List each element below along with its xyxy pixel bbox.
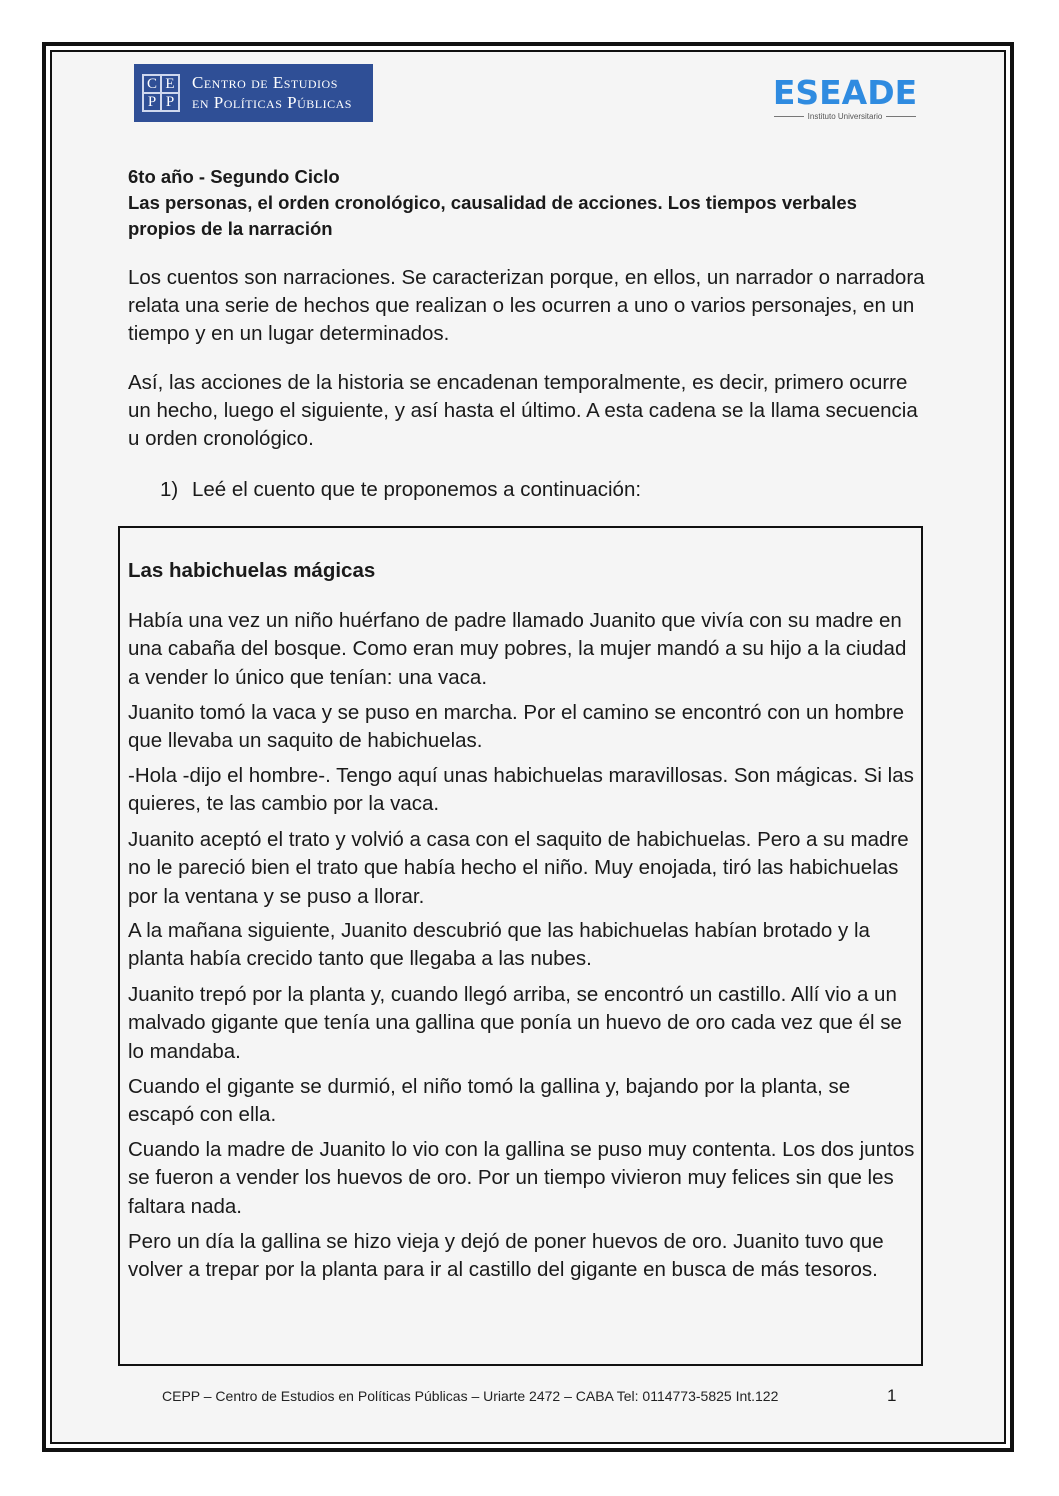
intro-paragraph: Así, las acciones de la historia se encadenan temporalmente, es decir, primero ocurre un hecho, luego el siguiente, y así hasta el último. A esta cadena se la llama secuencia u orden cronológico. — [128, 371, 918, 450]
story-paragraph: Cuando el gigante se durmió, el niño tomó la gallina y, bajando por la planta, se escapó con ella. — [128, 1075, 851, 1127]
divider — [886, 116, 916, 117]
story-paragraph: A la mañana siguiente, Juanito descubrió que las habichuelas habían brotado y la planta había crecido tanto que llegaba a las nubes. — [128, 919, 870, 971]
story-paragraph: Juanito aceptó el trato y volvió a casa con el saquito de habichuelas. Pero a su madre no le pareció bien el trato que había hecho el niño. Muy enojada, tiró las habichuelas por la ventana y se puso a llorar. — [128, 828, 909, 908]
eseade-subtitle: Instituto Universitario — [807, 112, 883, 121]
eseade-subtitle-row — [766, 112, 924, 121]
instruction — [160, 476, 641, 504]
story-paragraph: Juanito trepó por la planta y, cuando llegó arriba, se encontró un castillo. Allí vio a un malvado gigante que tenía una gallina que ponía un huevo de oro cada vez que él se lo mandaba. — [128, 983, 902, 1063]
divider — [774, 116, 804, 117]
instruction-number: 1) — [160, 478, 179, 501]
cepp-monogram — [142, 74, 180, 112]
heading-topic: Las personas, el orden cronológico, causalidad de acciones. Los tiempos verbales propios de la narración — [128, 192, 857, 239]
cepp-letter: P — [161, 93, 179, 111]
cepp-letter: P — [143, 93, 161, 111]
page-number: 1 — [887, 1386, 897, 1405]
instruction-text: Leé el cuento que te proponemos a continuación: — [192, 478, 642, 501]
heading-grade: 6to año - Segundo Ciclo — [128, 166, 340, 187]
eseade-name: ESEADE — [772, 73, 918, 112]
cepp-name-line2: en Políticas Públicas — [192, 93, 352, 112]
cepp-letter: C — [143, 75, 161, 93]
footer-text: CEPP – Centro de Estudios en Políticas Públicas – Uriarte 2472 – CABA Tel: 0114773-5825 Int.122 — [162, 1388, 779, 1404]
story-paragraph: Cuando la madre de Juanito lo vio con la gallina se puso muy contenta. Los dos juntos se fueron a vender los huevos de oro. Por un tiempo vivieron muy felices sin que les faltara nada. — [128, 1138, 915, 1218]
story-paragraph: -Hola -dijo el hombre-. Tengo aquí unas habichuelas maravillosas. Son mágicas. Si las quieres, te las cambio por la vaca. — [128, 764, 914, 816]
eseade-logo — [766, 73, 924, 121]
cepp-logo — [134, 64, 373, 122]
story-paragraph: Había una vez un niño huérfano de padre llamado Juanito que vivía con su madre en una cabaña del bosque. Como eran muy pobres, la mujer mandó a su hijo a la ciudad a vender lo único que tenían: una vaca. — [128, 609, 907, 689]
story-title: Las habichuelas mágicas — [128, 559, 376, 582]
intro-paragraph: Los cuentos son narraciones. Se caracterizan porque, en ellos, un narrador o narradora relata una serie de hechos que realizan o les ocurren a uno o varios personajes, en un tiempo y en un lugar determinados. — [128, 266, 925, 345]
story-paragraph: Pero un día la gallina se hizo vieja y dejó de poner huevos de oro. Juanito tuvo que volver a trepar por la planta para ir al castillo del gigante en busca de más tesoros. — [128, 1230, 884, 1282]
cepp-name — [192, 73, 352, 113]
story-paragraph: Juanito tomó la vaca y se puso en marcha. Por el camino se encontró con un hombre que llevaba un saquito de habichuelas. — [128, 701, 905, 753]
page-heading — [128, 164, 928, 242]
cepp-name-line1: Centro de Estudios — [192, 73, 338, 92]
cepp-letter: E — [161, 75, 179, 93]
